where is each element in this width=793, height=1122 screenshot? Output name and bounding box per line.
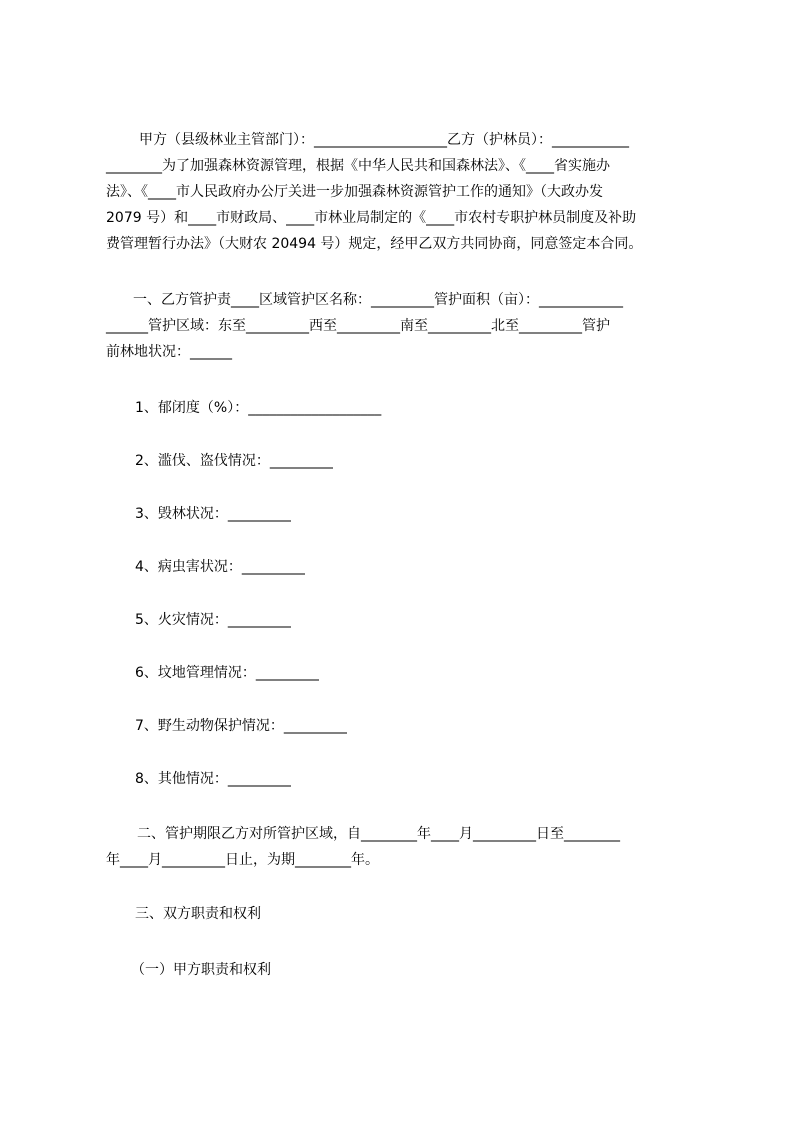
list-item: 4、病虫害状况：_________ — [135, 559, 305, 575]
list-item: 3、毁林状况：_________ — [135, 506, 291, 522]
list-item: 1、郁闭度（%）：___________________ — [135, 400, 382, 416]
section-2-line: 二、管护期限乙方对所管护区域，自________年____月_________日至________ — [137, 826, 620, 842]
section-3-title: 三、双方职责和权利 — [135, 906, 261, 922]
list-item: 7、野生动物保护情况：_________ — [135, 718, 347, 734]
section-1-line: ______管护区域：东至_________西至_________南至_________北至_________管护 — [106, 318, 610, 334]
list-item: 2、滥伐、盗伐情况：_________ — [135, 453, 333, 469]
list-item: 6、坟地管理情况：_________ — [135, 665, 319, 681]
section-1-line: 前林地状况：______ — [106, 344, 232, 360]
intro-line: 法》、《____市人民政府办公厅关进一步加强森林资源管护工作的通知》（大政办发 — [106, 184, 603, 200]
intro-line: 2079 号）和____市财政局、____市林业局制定的《____市农村专职护林员制度及补助 — [106, 210, 637, 226]
intro-line: 甲方（县级林业主管部门）：___________________乙方（护林员）：___________ — [139, 132, 629, 148]
section-3-subtitle: （一）甲方职责和权利 — [131, 962, 271, 978]
list-item: 8、其他情况：_________ — [135, 771, 291, 787]
list-item: 5、火灾情况：_________ — [135, 612, 291, 628]
section-2-line: 年____月_________日止，为期________年。 — [106, 852, 379, 868]
section-1-line: 一、乙方管护责____区域管护区名称：_________管护面积（亩）：____________ — [133, 292, 623, 308]
intro-line: 费管理暂行办法》（大财农 20494 号）规定，经甲乙双方共同协商，同意签定本合同。 — [106, 236, 643, 252]
intro-line: ________为了加强森林资源管理，根据《中华人民共和国森林法》、《____省实施办 — [106, 158, 610, 174]
